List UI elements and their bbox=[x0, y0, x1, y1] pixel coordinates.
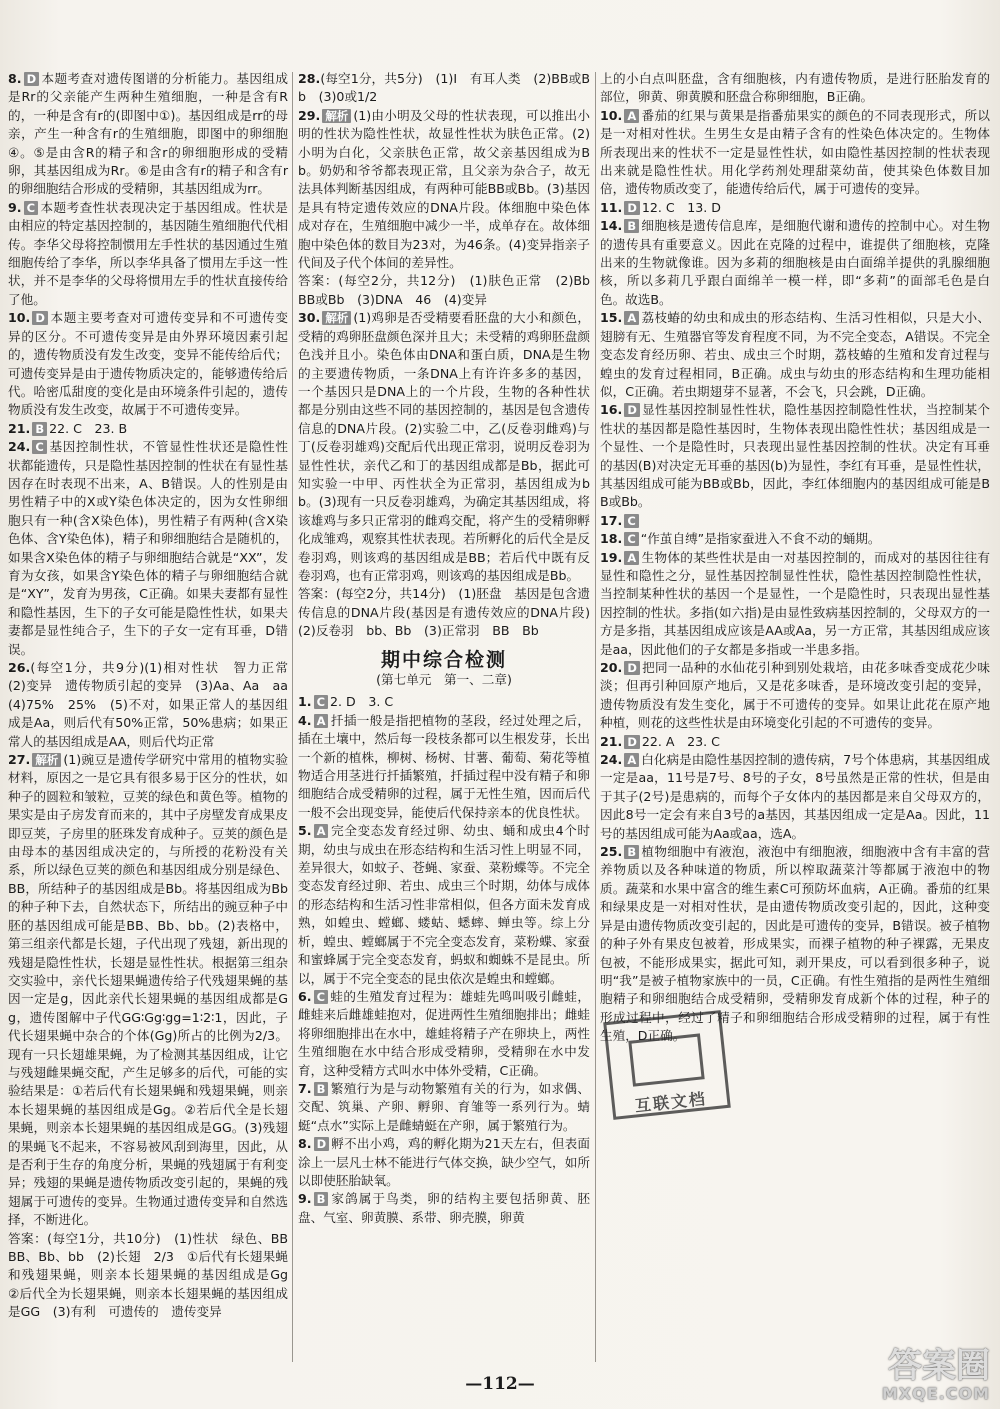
answer-choice-label: A bbox=[624, 109, 639, 123]
question-number: 29. bbox=[298, 107, 321, 123]
answer-item bbox=[298, 712, 590, 822]
answer-text: (1)由小明及父母的性状表现，可以推出小明的性状为隐性性状，故显性性状为肤色正常。(2)小明为白化，父亲肤色正常，故父亲基因组成为Bb。奶奶和爷爷都表现正常，且父亲为杂合子，故无法具体判断基因组成，有两种可能BB或Bb。(3)基因是具有特定遗传效应的DNA片段。体细胞中染色体成对存在，生殖细胞中减少一半，成单存在。故体细胞中染色体的数目为23对，为46条。(4)变异指亲子代间及子代个体间的差异性。 bbox=[298, 107, 590, 271]
answer-choice-label: B bbox=[314, 1192, 329, 1206]
stamp-mark bbox=[603, 1010, 731, 1120]
question-number: 7. bbox=[298, 1080, 312, 1096]
answer-item bbox=[600, 751, 990, 843]
answer-text: 完全变态发育经过卵、幼虫、蛹和成虫4个时期，幼虫与成虫在形态结构和生活习性上明显不同，差异很大，如蚊子、苍蝇、家蚕、菜粉蝶等。不完全变态发育经过卵、若虫、成虫三个时期，幼体与成体的形态结构和生活习性非常相似，但各方面未发育成熟，如蝗虫、螳螂、蝼蛄、蟋蟀、蝉虫等。综上分析，蝗虫、螳螂属于不完全变态发育，菜粉蝶、家蚕和蜜蜂属于完全变态发育，蚂蚁和蜘蛛不是昆虫。所以，属于不完全变态的昆虫依次是蝗虫和螳螂。 bbox=[298, 823, 590, 986]
midterm-subtitle: (第七单元 第一、二章) bbox=[376, 672, 512, 687]
question-number: 24. bbox=[8, 439, 31, 455]
question-number: 24. bbox=[600, 752, 623, 768]
answer-text: 蛙的生殖发育过程为：雄蛙先鸣叫吸引雌蛙，雌蛙来后雌雄蛙抱对，促进两性生殖细胞排出；雌蛙将卵细胞排出在水中，雄蛙将精子产在卵块上，两性生殖细胞在水中结合形成受精卵，受精卵在水中发育，这种受精方式叫水中体外受精，C正确。 bbox=[298, 988, 590, 1078]
question-number: 20. bbox=[600, 660, 623, 675]
answer-text: 12. C 13. D bbox=[641, 199, 722, 215]
answer-item bbox=[600, 549, 990, 659]
answer-choice-label: D bbox=[314, 1137, 330, 1151]
answer-choice-label: A bbox=[624, 311, 639, 325]
question-number: 10. bbox=[600, 107, 623, 123]
answer-choice-label: C bbox=[624, 532, 638, 546]
question-number: 8. bbox=[8, 71, 22, 86]
question-number: 16. bbox=[600, 402, 623, 418]
midterm-title: 期中综合检测 bbox=[380, 648, 507, 671]
answer-item bbox=[298, 693, 590, 711]
answer-item bbox=[298, 822, 590, 988]
answer-item bbox=[600, 401, 990, 511]
answer-text: 基因控制性状，不管显性性状还是隐性性状都能遗传，只是隐性基因控制的性状在有显性基因存在时表现不出来，A、B错误。人的性别是由男性精子中的X或Y染色体决定的，因为女性卵细胞只有一种(含X染色体)，男性精子有两种(含X染色体、含Y染色体)，精子和卵细胞结合是随机的，如果含X染色体的精子与卵细胞结合就是“XX”，发育为女孩，如果含Y染色体的精子与卵细胞结合就是“XY”，发育为男孩，C正确。如果夫妻都有显性和隐性基因，生下的子女可能是隐性性状，如果夫妻都是显性纯合子，生下的子女一定有耳垂，D错误。 bbox=[8, 439, 288, 657]
question-number: 26. bbox=[8, 660, 31, 675]
answer-text: (每空1分，共9分)(1)相对性状 智力正常 (2)变异 遗传物质引起的变异 (3)Aa、Aa aa (4)75% 25% (5)不对，如果正常人的基因组成是Aa，则后代有50%正常，50%患病；如果正常人的基因组成是AA，则后代均正常 bbox=[8, 660, 301, 749]
question-number: 1. bbox=[298, 694, 312, 710]
answer-choice-label: C bbox=[314, 990, 328, 1004]
answer-text: 上的小白点叫胚盘，含有细胞核，内有遗传物质，是进行胚胎发育的部位，卵黄、卵黄膜和胚盘合称卵细胞，B正确。 bbox=[600, 71, 990, 105]
answer-text: 细胞核是遗传信息库，是细胞代谢和遗传的控制中心。对生物的遗传具有重要意义。因此在克隆的过程中，谁提供了细胞核，克隆出来的生物就像谁。因为多莉的细胞核是由白面绵羊提供的乳腺细胞核，所以多莉几乎跟白面绵羊一模一样，即“多莉”的面部毛色是白色。故选B。 bbox=[600, 218, 990, 307]
answer-choice-label: D bbox=[32, 311, 48, 325]
answer-choice-label: A bbox=[314, 714, 329, 728]
answer-item bbox=[298, 70, 590, 107]
question-number: 9. bbox=[298, 1191, 312, 1207]
question-number: 4. bbox=[298, 712, 312, 728]
answer-text: 家鸽属于鸟类，卵的结构主要包括卵黄、胚盘、气室、卵黄膜、系带、卵壳膜，卵黄 bbox=[298, 1191, 590, 1225]
answer-item bbox=[298, 988, 590, 1080]
question-number: 17. bbox=[600, 512, 623, 528]
answer-choice-label: A bbox=[624, 551, 639, 565]
answer-item bbox=[8, 199, 288, 309]
answer-text: 2. D 3. C bbox=[330, 694, 394, 710]
answer-text: 番茄的红果与黄果是指番茄果实的颜色的不同表现形式，所以是一对相对性状。生男生女是由精子含有的性染色体决定的。生物体所表现出来的性状不一定是显性性状，如由隐性基因控制的性状表现出来就是隐性性状。用化学药剂处理甜菜幼苗，使其染色体数目加倍，遗传物质改变了，能遗传给后代，属于可遗传的变异。 bbox=[600, 107, 990, 197]
answer-item bbox=[8, 309, 288, 419]
question-number: 18. bbox=[600, 531, 623, 547]
answer-item bbox=[600, 309, 990, 401]
answer-choice-label: C bbox=[624, 514, 638, 528]
answer-choice-label: B bbox=[624, 845, 639, 859]
midterm-answers bbox=[298, 693, 590, 1227]
answer-text: “作茧自缚”是指家蚕进入不食不动的蛹期。 bbox=[640, 531, 881, 547]
answer-item bbox=[600, 70, 990, 107]
question-number: 6. bbox=[298, 988, 312, 1004]
answer-text: 荔枝蝽的幼虫和成虫的形态结构、生活习性相似，只是大小、翅膀有无、生殖器官等发育程度不同，为不完全变态，A错误。不完全变态发育经历卵、若虫、成虫三个时期，荔枝蝽的生殖和发育过程与蝗虫的发育过程相同，B正确。成虫与幼虫的形态结构和生理功能相似，C正确。若虫期翅芽不显著，不会飞，只会跳，D正确。 bbox=[600, 310, 990, 399]
answer-text: 22. C 23. B bbox=[49, 420, 128, 436]
watermark-title: 答案圈 bbox=[888, 1346, 990, 1386]
question-number: 8. bbox=[298, 1136, 312, 1152]
stamp-frame bbox=[628, 1033, 704, 1086]
answer-choice-label: D bbox=[624, 735, 640, 749]
answer-text: 本题主要考查对可遗传变异和不可遗传变异的区分。不可遗传变异是由外界环境因素引起的，遗传物质没有发生改变，变异不能传给后代；可遗传变异是由于遗传物质决定的，能够遗传给后代。哈密瓜甜度的变化是由环境条件引起的，遗传物质没有发生改变，故属于不可遗传变异。 bbox=[8, 310, 288, 418]
question-number: 28. bbox=[298, 71, 321, 86]
column-middle bbox=[298, 70, 603, 1360]
answer-item bbox=[298, 309, 590, 585]
question-number: 21. bbox=[600, 733, 623, 749]
answer-text: 把同一品种的水仙花引种到别处栽培，由花多味香变成花少味淡；但再引种回原产地后，又是花多味香，是环境改变引起的变异，遗传物质没有发生变化，属于不可遗传的变异。如果让此花在原产地种植，则花的这些性状是由环境变化引起的不可遗传的变异。 bbox=[600, 660, 990, 731]
answer-text: 生物体的某些性状是由一对基因控制的，而成对的基因往往有显性和隐性之分，显性基因控制显性性状，隐性基因控制隐性性状，当控制某种性状的基因一个是显性，一个是隐性时，只表现出显性基因控制的性状。多指(如六指)是由显性致病基因控制的，父母双方的一方是多指，其基因组成应该是AA或Aa，另一方正常，其基因组成应该是aa，因此他们的子女都是多指或一半患多指。 bbox=[600, 549, 990, 657]
answer-choice-label: B bbox=[32, 422, 47, 436]
answer-choice-label: D bbox=[24, 72, 40, 86]
answer-text: 22. A 23. C bbox=[641, 733, 720, 749]
answer-choice-label: A bbox=[624, 753, 639, 767]
column-divider bbox=[292, 72, 293, 1362]
question-number: 11. bbox=[600, 199, 623, 215]
analysis-label: 解析 bbox=[32, 753, 61, 767]
answer-item bbox=[600, 530, 990, 548]
answer-item bbox=[600, 512, 990, 530]
answer-text: 答案：(每空2分，共12分) (1)肤色正常 (2)Bb BB或Bb (3)DNA 46 (4)变异 bbox=[298, 273, 603, 307]
answer-text: 答案：(每空1分，共10分) (1)性状 绿色、BB BB、Bb、bb (2)长翅 2/3 ①后代有长翅果蝇和残翅果蝇，则亲本长翅果蝇的基因组成是Gg ②后代全为长翅果蝇，则亲本长翅果蝇的基因组成是GG (3)有利 可遗传的 遗传变异 bbox=[8, 1230, 301, 1320]
answer-item bbox=[298, 272, 603, 309]
answer-choice-label: C bbox=[314, 695, 328, 709]
answer-text: 植物细胞中有液泡，液泡中有细胞液，细胞液中含有丰富的营养物质以及各种味道的物质，所以榨取蔬菜汁等都属于液泡中的物质。蔬菜和水果中富含的维生素C可预防坏血病，A正确。番茄的红果和绿果皮是一对相对性状，是由遗传物质改变引起的，因此，这种变异是由遗传物质改变引起的，因此是可遗传的变异，B错误。被子植物的种子外有果皮包被着，形成果实，而裸子植物的种子裸露，无果皮包被，不能形成果实，据此可知，剥开果皮，可以看到很多种子，说明“我”是被子植物家族中的一员，C正确。有性生殖指的是两性生殖细胞精子和卵细胞结合成受精卵，受精卵发育成新个体的过程，种子的形成过程中，经过了精子和卵细胞结合形成受精卵的过程，属于有性生殖，D正确。 bbox=[600, 844, 990, 1044]
question-number: 21. bbox=[8, 420, 31, 436]
answer-item bbox=[298, 1190, 590, 1227]
column-left bbox=[8, 70, 301, 1360]
column-right bbox=[600, 70, 990, 1360]
watermark-logo bbox=[882, 1348, 990, 1403]
answer-choice-label: A bbox=[314, 824, 329, 838]
answer-text: 答案：(每空2分，共14分) (1)胚盘 基因是包含遗传信息的DNA片段(基因是有遗传效应的DNA片段) (2)反卷羽 bb、Bb (3)正常羽 BB Bb bbox=[298, 586, 603, 639]
answer-item bbox=[600, 659, 990, 733]
answer-choice-label: C bbox=[24, 201, 38, 215]
answer-choice-label: B bbox=[624, 219, 639, 233]
answer-text: 繁殖行为是与动物繁殖有关的行为，如求偶、交配、筑巢、产卵、孵卵、育雏等一系列行为。蜻蜓“点水”实际上是雌蜻蜓在产卵，属于繁殖行为。 bbox=[298, 1080, 590, 1133]
answer-item bbox=[8, 751, 288, 1230]
analysis-label: 解析 bbox=[322, 311, 351, 325]
question-number: 30. bbox=[298, 310, 321, 326]
answer-item bbox=[600, 217, 990, 309]
answer-item bbox=[600, 843, 990, 1045]
question-number: 10. bbox=[8, 310, 31, 326]
answer-item bbox=[298, 1135, 590, 1190]
stamp-text: 互联文档 bbox=[634, 1089, 708, 1116]
answers-continued bbox=[298, 70, 603, 641]
question-number: 27. bbox=[8, 752, 31, 768]
page-number: —112— bbox=[465, 1374, 535, 1394]
answer-text: (每空1分，共5分) (1)Ⅰ 有耳人类 (2)BB或Bb (3)0或1/2 bbox=[298, 71, 590, 105]
answer-choice-label: D bbox=[624, 661, 640, 675]
answer-choice-label: B bbox=[314, 1082, 329, 1096]
watermark-url: MXQE.COM bbox=[881, 1384, 990, 1403]
answer-text: 孵不出小鸡，鸡的孵化期为21天左右，但表面涂上一层凡士林不能进行气体交换，缺少空气，如所以即使胚胎缺氧。 bbox=[298, 1136, 590, 1188]
answer-text: 显性基因控制显性性状，隐性基因控制隐性性状，当控制某个性状的基因都是隐性基因时，生物体表现出隐性性状；基因组成是一个显性、一个是隐性时，只表现出显性基因控制的性状。决定有耳垂的基因(B)对决定无耳垂的基因(b)为显性，李红有耳垂，是显性性状，其基因组成可能为BB或Bb，因此，李红体细胞内的基因组成可能是BB或Bb。 bbox=[600, 402, 990, 510]
column-divider bbox=[595, 72, 596, 1362]
answer-item bbox=[298, 107, 590, 273]
answer-item bbox=[8, 659, 301, 751]
answer-item bbox=[8, 420, 288, 438]
question-number: 19. bbox=[600, 549, 623, 565]
answer-text: 扦插一般是指把植物的茎段，经过处理之后，插在土壤中，然后每一段枝条都可以生根发芽，长出一个新的植株，柳树、杨树、甘薯、葡萄、菊花等植物适合用茎进行扦插繁殖，扦插过程中没有精子和卵细胞结合成受精卵的过程，属于无性生殖，因而后代一般不会出现变异，能使后代保持亲本的优良性状。 bbox=[298, 712, 590, 820]
answer-text: 本题考查对遗传图谱的分析能力。基因组成是Rr的父亲能产生两种生殖细胞，一种是含有R的，一种是含有r的(即图中①)。基因组成是rr的母亲，产生一种含有r的生殖细胞，即图中的卵细胞④。⑤是由含R的精子和含r的卵细胞形成的受精卵，其基因组成为Rr。⑥是由含有r的精子和含有r的卵细胞结合形成的受精卵，其基因组成为rr。 bbox=[8, 71, 288, 197]
answer-choice-label: D bbox=[624, 201, 640, 215]
answer-item bbox=[600, 199, 990, 217]
answer-item bbox=[8, 70, 288, 199]
answer-item bbox=[8, 438, 288, 659]
question-number: 15. bbox=[600, 310, 623, 326]
answer-item bbox=[298, 585, 603, 640]
analysis-label: 解析 bbox=[322, 109, 351, 123]
answer-text: (1)豌豆是遗传学研究中常用的植物实验材料，原因之一是它具有很多易于区分的性状，如种子的圆粒和皱粒，豆荚的绿色和黄色等。植物的果实是由子房发育而来的，其中子房壁发育成果皮即豆荚，子房里的胚珠发育成种子。豆荚的颜色是由母本的基因组成决定的，与所授的花粉没有关系，所以绿色豆荚的颜色和基因组成分别是绿色、BB，所结种子的基因组成是Bb。将基因组成为Bb的种子种下去，自然状态下，所结出的豌豆种子中胚的基因组成可能是BB、Bb、bb。(2)表格中，第三组亲代都是长翅，子代出现了残翅，新出现的残翅是隐性性状，长翅是显性性状。根据第三组杂交实验中，亲代长翅果蝇遗传给子代残翅果蝇的基因一定是g，因此亲代长翅果蝇的基因组成都是Gg，遗传图解中子代GG∶Gg∶gg=1∶2∶1，因此，子代长翅果蝇中杂合的个体(Gg)所占的比例为2/3。现有一只长翅雄果蝇，为了检测其基因组成，让它与残翅雌果蝇交配，产生足够多的后代，可能的实验结果是：①若后代有长翅果蝇和残翅果蝇，则亲本长翅果蝇的基因组成是Gg。②若后代全是长翅果蝇，则亲本长翅果蝇的基因组成是GG。(3)残翅的果蝇飞不起来，不容易被风刮到海里，因此，从是否利于生存的角度分析，果蝇的残翅属于有利变异；残翅的果蝇是遗传物质改变引起的，果蝇的残翅属于可遗传的变异。生物通过遗传变异和自然选择，不断进化。 bbox=[8, 752, 288, 1228]
answer-text: 本题考查性状表现决定于基因组成。性状是由相应的特定基因控制的，基因随生殖细胞代代相传。李华父母将控制惯用左手性状的基因通过生殖细胞传给了李华，所以李华具备了惯用左手这一性状，并不是李华的父母将惯用左手的性状直接传给了他。 bbox=[8, 199, 288, 307]
answer-text: (1)鸡卵是否受精要看胚盘的大小和颜色，受精的鸡卵胚盘颜色深并且大；未受精的鸡卵胚盘颜色浅并且小。染色体由DNA和蛋白质，DNA是生物的主要遗传物质，一条DNA上有许许多多的基因，一个基因只是DNA上的一个片段，生物的各种性状都是分别由这些不同的基因控制的，基因是包含遗传信息的DNA片段。(2)实验二中，乙(反卷羽雌鸡)与丁(反卷羽雄鸡)交配后代出现正常羽，说明反卷羽为显性性状，亲代乙和丁的基因组成都是Bb，据此可知实验一中甲、丙性状全为正常羽，基因组成为bb。(3)现有一只反卷羽雄鸡，为确定其基因组成，将该雄鸡与多只正常羽的雌鸡交配，将产生的受精卵孵化成雏鸡，观察其性状表现。若所孵化的后代全是反卷羽鸡，则该鸡的基因组成是BB；若后代中既有反卷羽鸡，也有正常羽鸡，则该鸡的基因组成是Bb。 bbox=[298, 310, 590, 583]
question-number: 9. bbox=[8, 199, 22, 215]
answer-item bbox=[600, 733, 990, 751]
question-number: 25. bbox=[600, 844, 623, 860]
question-number: 14. bbox=[600, 218, 623, 234]
answer-item bbox=[298, 1080, 590, 1135]
question-number: 5. bbox=[298, 823, 312, 839]
answer-item bbox=[8, 1230, 301, 1322]
answer-text: 白化病是由隐性基因控制的遗传病，7号个体患病，其基因组成一定是aa，11号是7号、8号的子女，8号虽然是正常的性状，但是由于其子(2号)是患病的，而每个子女体内的基因都是来自父母双方的，因此8号一定会有来自3号的a基因，其基因组成一定是Aa。因此，11号的基因组成可能为Aa或aa，选A。 bbox=[600, 752, 990, 841]
answer-choice-label: C bbox=[32, 440, 46, 454]
answer-choice-label: D bbox=[624, 403, 640, 417]
answer-item bbox=[600, 107, 990, 199]
